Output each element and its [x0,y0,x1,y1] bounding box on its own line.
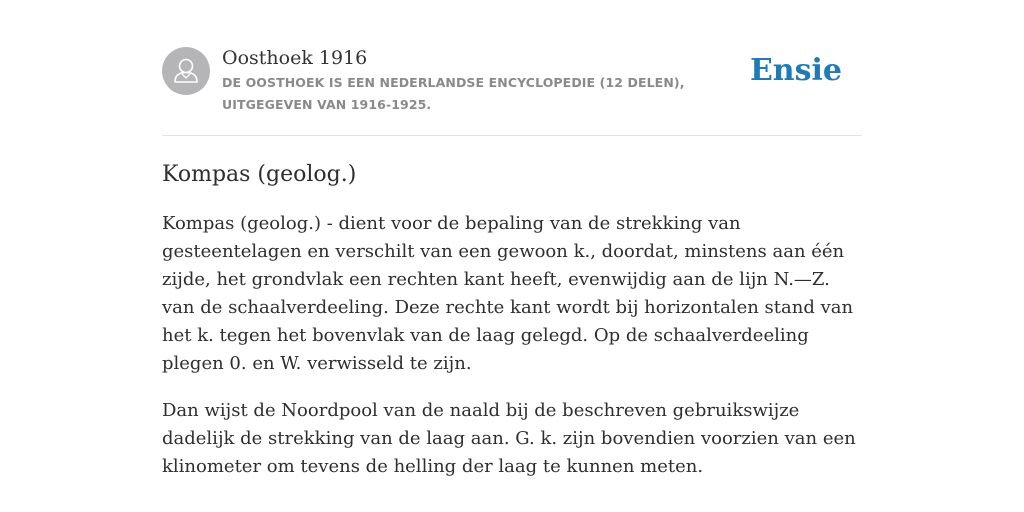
ensie-logo[interactable]: Ensie [749,53,842,88]
entry-title: Kompas (geolog.) [162,162,357,187]
entry-paragraph: Kompas (geolog.) - dient voor de bepaling van de strekking van gesteentelagen en verschilt van een gewoon k., doordat, minstens aan één zijde, het grondvlak een rechten kant heeft, evenwijdig aan de lijn N.—Z. van de schaalverdeeling. Deze rechte kant wordt bij horizontalen stand van het k. tegen het bovenvlak van de laag gelegd. Op de schaalverdeeling plegen 0. en W. verwisseld te zijn. [162,213,854,374]
article [162,160,862,500]
source-title[interactable]: Oosthoek 1916 [222,47,368,69]
header-divider [162,135,862,136]
source-header [162,46,862,116]
entry-paragraph: Dan wijst de Noordpool van de naald bij de beschreven gebruikswijze dadelijk de strekking van de laag aan. G. k. zijn bovendien voorzien van een klinometer om tevens de helling der laag te kunnen meten. [162,400,856,477]
source-description: DE OOSTHOEK IS EEN NEDERLANDSE ENCYCLOPEDIE (12 DELEN), UITGEGEVEN VAN 1916-1925. [222,75,685,112]
user-icon [162,47,210,95]
source-avatar[interactable] [162,47,210,95]
